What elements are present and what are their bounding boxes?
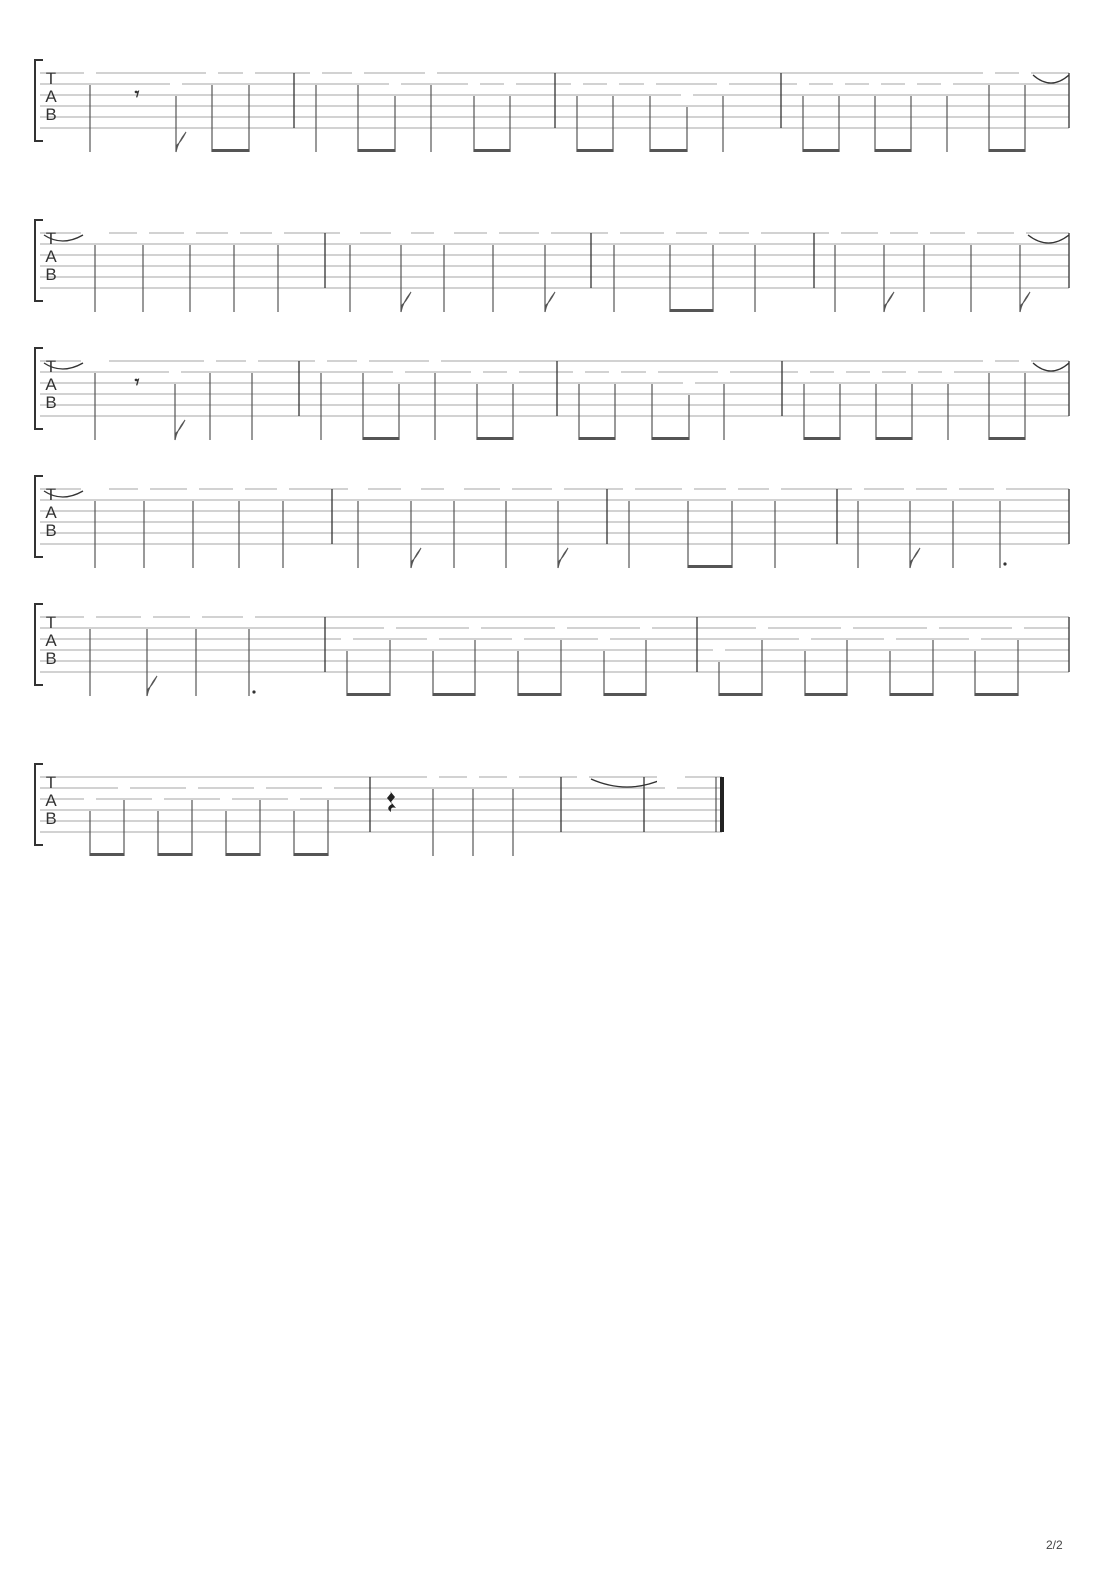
fret-backing [1019,68,1031,80]
fret-backing [500,484,512,496]
fret-backing [190,612,202,624]
fret-backing [169,367,181,379]
note-flag-icon [401,292,411,312]
measure [577,772,663,787]
fret-backing [393,367,405,379]
beam [805,693,847,696]
measure [657,772,685,795]
fret-backing [467,772,479,784]
beam [579,437,615,440]
fret-backing [571,79,583,91]
fret-backing [718,367,730,379]
fret-backing [681,90,693,102]
tie-arc [1033,363,1069,371]
fret-backing [573,367,585,379]
tab-clef-letter: B [45,521,57,540]
fret-backing [401,484,421,496]
tab-clef-letter: B [45,265,57,284]
fret-backing [646,367,658,379]
fret-backing [869,79,881,91]
fret-backing [507,772,519,784]
fret-backing [84,68,96,80]
fret-backing [254,783,266,795]
measure [387,772,519,856]
fret-backing [322,783,334,795]
note-flag-icon [545,292,555,312]
note-flag-icon [175,420,185,440]
fret-backing [947,484,959,496]
fret-backing [137,228,149,240]
tab-clef-letter: B [45,105,57,124]
tab-clef-letter: T [45,485,57,504]
fret-backing [427,772,439,784]
fret-backing [357,356,369,368]
measure [797,68,1069,152]
system-bracket [35,60,43,141]
measure [852,484,1007,568]
tab-clef-letter: B [45,649,57,668]
fret-backing [141,612,153,624]
note-flag-icon [411,548,421,568]
beam [688,565,732,568]
beam [226,853,260,856]
system-bracket [35,348,43,429]
fret-backing [769,484,781,496]
measure [571,79,729,152]
fret-backing [152,794,164,806]
fret-backing [905,79,917,91]
dot-icon [1003,562,1006,565]
fret-backing [608,228,620,240]
staff-system [35,604,1069,696]
fret-backing [277,484,289,496]
fret-backing [870,367,882,379]
fret-backing [170,79,182,91]
beam [670,309,713,312]
measure [829,228,1069,312]
beam [604,693,646,696]
fret-backing [607,79,619,91]
fret-backing [829,228,841,240]
tab-clef-letter: B [45,809,57,828]
fret-backing [512,634,524,646]
tab-clef-letter: T [45,613,57,632]
fret-backing [1014,228,1026,240]
fret-backing [184,228,196,240]
tab-clef-letter: A [45,87,57,106]
beam [650,149,687,152]
eighth-rest-icon: 𝄾 [134,84,140,104]
measure [623,484,781,568]
fret-backing [918,228,930,240]
fret-backing [878,228,890,240]
staff-system [35,348,1069,440]
measure [84,612,256,696]
quarter-rest-icon [387,791,396,812]
fret-backing [81,228,109,240]
dot-icon [252,690,255,693]
staff-system [35,220,1069,312]
fret-backing [1019,356,1031,368]
fret-backing [471,367,483,379]
tab-clef-letter: A [45,503,57,522]
fret-backing [204,356,216,368]
fret-backing [941,79,953,91]
fret-backing [352,68,364,80]
fret-backing [233,484,245,496]
fret-backing [683,378,695,390]
system-bracket [35,220,43,301]
beam [518,693,561,696]
measure [315,356,519,440]
fret-backing [288,794,300,806]
beam [347,693,390,696]
tab-clef-letter: T [45,229,57,248]
fret-backing [726,484,738,496]
measure [84,783,334,856]
fret-backing [138,484,150,496]
fret-backing [927,623,939,635]
fret-backing [228,228,240,240]
fret-backing [84,612,96,624]
tab-clef-letter: A [45,247,57,266]
measure [84,68,255,152]
fret-backing [798,367,810,379]
beam [477,437,513,440]
beam [474,149,510,152]
fret-backing [315,356,327,368]
measure [348,484,568,568]
beam [803,149,839,152]
fret-backing [468,79,480,91]
tab-clef-letter: T [45,69,57,88]
system-bracket [35,764,43,845]
fret-backing [833,79,845,91]
fret-backing [994,484,1006,496]
fret-backing [340,228,360,240]
beam [358,149,395,152]
fret-backing [983,356,995,368]
measure [81,228,284,312]
fret-backing [243,68,255,80]
fret-backing [834,367,846,379]
fret-backing [577,772,589,784]
tab-clef-letter: T [45,773,57,792]
staff-system [35,764,722,856]
tab-clef-letter: A [45,631,57,650]
fret-backing [555,623,567,635]
note-flag-icon [884,292,894,312]
fret-backing [552,484,564,496]
tab-clef-letter: A [45,791,57,810]
fret-backing [186,783,198,795]
system-bracket [35,604,43,685]
beam [719,693,762,696]
beam [975,693,1018,696]
fret-backing [469,623,481,635]
fret-backing [640,623,652,635]
fret-backing [118,783,130,795]
beam [433,693,475,696]
fret-backing [756,623,768,635]
fret-backing [942,367,954,379]
fret-backing [797,79,809,91]
system-bracket [35,476,43,557]
fret-backing [657,772,685,784]
fret-backing [682,484,694,496]
fret-backing [969,634,981,646]
eighth-rest-icon: 𝄾 [134,372,140,392]
note-flag-icon [558,548,568,568]
fret-backing [243,612,255,624]
fret-backing [434,228,454,240]
note-flag-icon [910,548,920,568]
fret-backing [749,228,761,240]
fret-backing [983,68,995,80]
tie-arc [1028,235,1069,243]
note-flag-icon [1020,292,1030,312]
beam [652,437,689,440]
fret-backing [341,634,353,646]
note-flag-icon [176,132,186,152]
fret-backing [246,356,258,368]
fret-backing [1012,623,1024,635]
measure [713,623,1024,696]
beam [989,437,1025,440]
fret-backing [487,228,499,240]
measure [340,228,555,312]
fret-backing [539,228,551,240]
measure [608,228,761,312]
fret-backing [665,783,677,795]
tie-arc [591,779,663,787]
fret-backing [444,484,464,496]
fret-backing [623,484,635,496]
fret-backing [598,634,610,646]
measure [81,484,289,568]
beam [989,149,1025,152]
measure [81,356,258,440]
fret-backing [906,367,918,379]
tab-clef-letter: T [45,357,57,376]
fret-backing [81,356,109,368]
beam [804,437,840,440]
fret-backing [81,484,109,496]
fret-backing [310,68,322,80]
measure [798,356,1069,440]
note-flag-icon [147,676,157,696]
measure [341,623,652,696]
tie-arc [1033,75,1069,83]
beam [577,149,613,152]
measure [573,367,730,440]
fret-backing [965,228,977,240]
fret-backing [507,367,519,379]
fret-backing [391,228,411,240]
fret-backing [429,356,441,368]
staff-system [35,60,1069,152]
beam [876,437,912,440]
fret-backing [841,623,853,635]
staff-system [35,476,1069,568]
fret-backing [389,79,401,91]
fret-backing [384,623,396,635]
fret-backing [425,68,437,80]
beam [90,853,124,856]
fret-backing [664,228,676,240]
fret-backing [644,79,656,91]
fret-backing [427,634,439,646]
fret-backing [799,634,811,646]
beam [294,853,328,856]
fret-backing [717,79,729,91]
fret-backing [707,228,719,240]
fret-backing [187,484,199,496]
page-number: 2/2 [1046,1538,1063,1552]
fret-backing [348,484,368,496]
tab-clef-letter: B [45,393,57,412]
fret-backing [504,79,516,91]
fret-backing [84,794,96,806]
fret-backing [206,68,218,80]
beam [875,149,911,152]
fret-backing [609,367,621,379]
beam [158,853,192,856]
fret-backing [884,634,896,646]
fret-backing [852,484,864,496]
fret-backing [220,794,232,806]
beam [212,149,249,152]
beam [890,693,933,696]
fret-backing [904,484,916,496]
beam [363,437,399,440]
measure [310,68,516,152]
fret-backing [272,228,284,240]
tab-clef-letter: A [45,375,57,394]
fret-backing [713,645,725,657]
